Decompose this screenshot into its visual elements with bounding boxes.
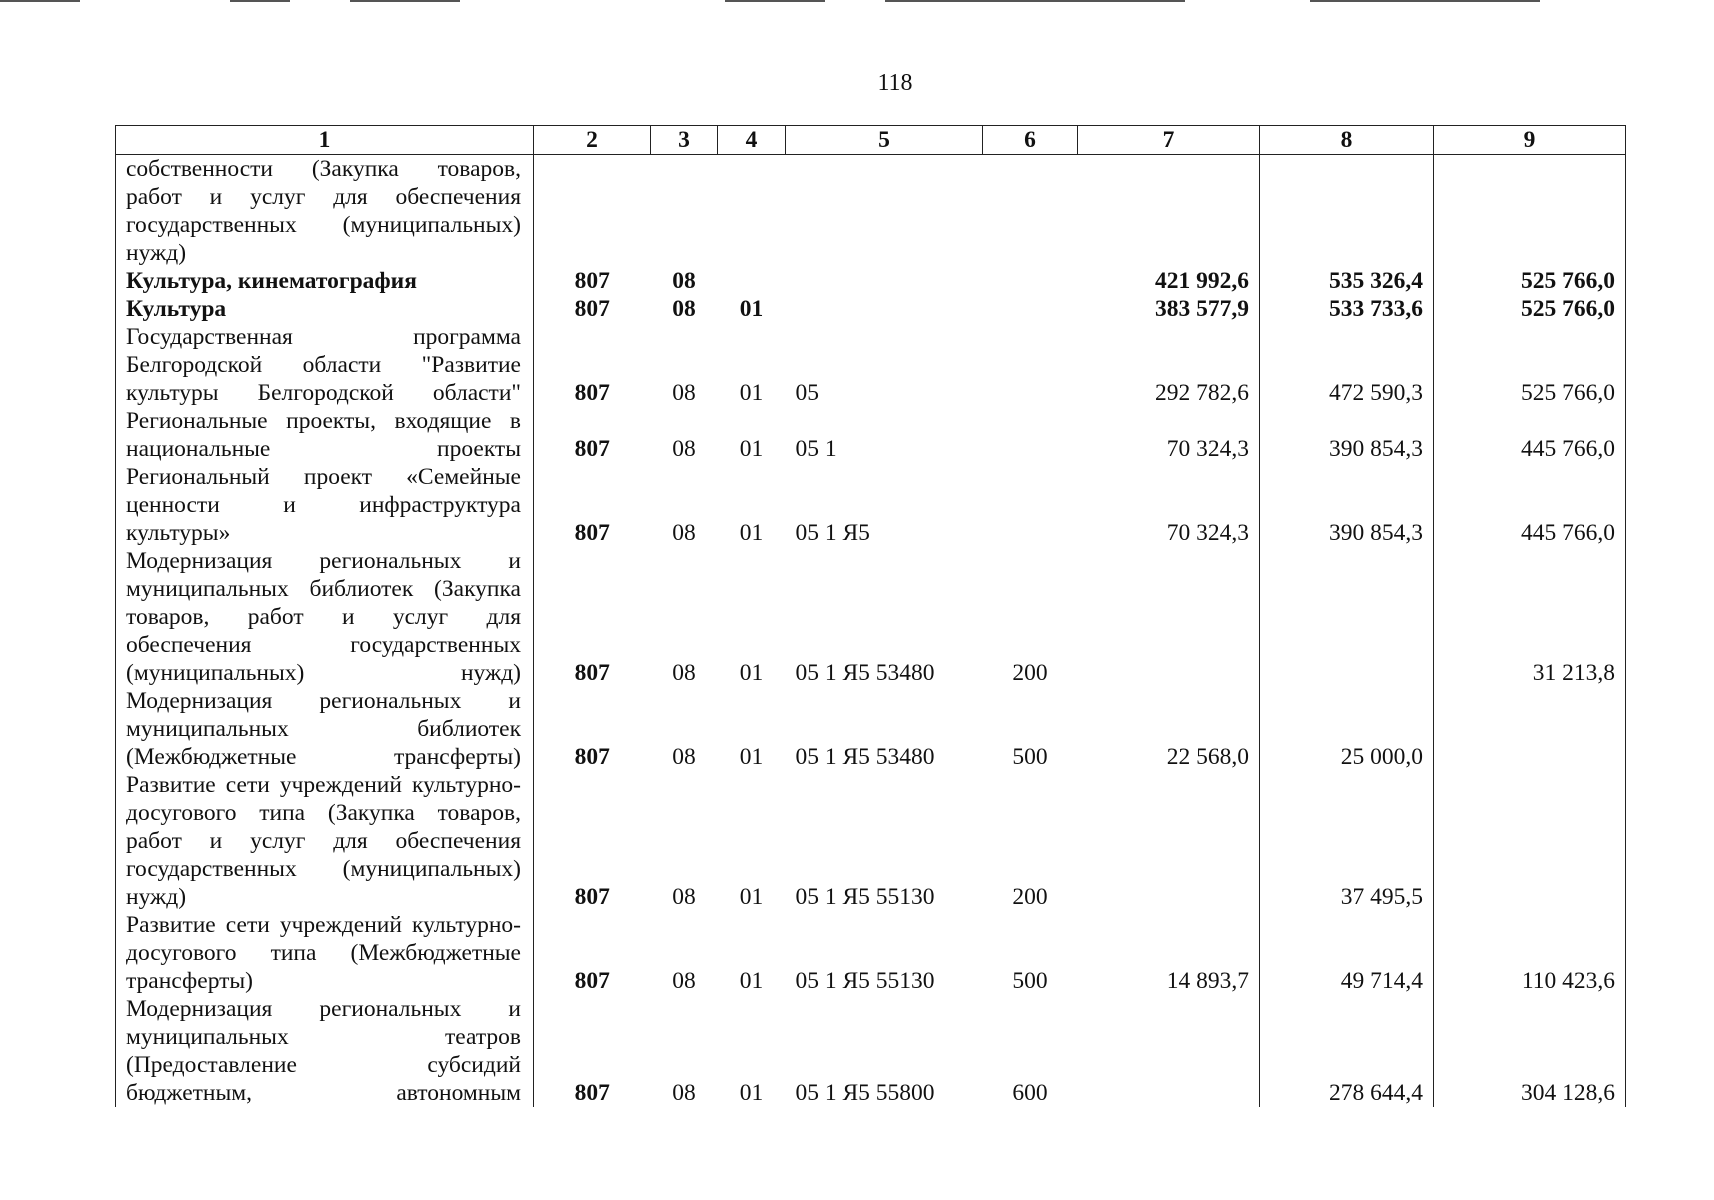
row-label-line: Государственная программа [126,324,521,350]
row-label-line: (Предоставление субсидий [126,1052,521,1078]
cell-c7 [1078,771,1260,911]
row-label [116,295,534,323]
row-label-line: собственности (Закупка товаров, [126,156,521,182]
row-label [116,407,534,463]
cell-c7 [1078,155,1260,268]
cell-c5 [786,267,983,295]
cell-c3: 08 [672,380,696,406]
cell-c7: 70 324,3 [1078,407,1260,463]
cell-c3: 08 [672,968,696,994]
scan-edge-line [1310,0,1540,2]
cell-c8: 535 326,4 [1260,267,1434,295]
cell-c3: 08 [672,884,696,910]
table-row [116,771,1626,911]
cell-c9: 525 766,0 [1434,323,1626,407]
row-label-line: государственных (муниципальных) [126,856,521,882]
cell-c4: 01 [739,968,764,994]
row-label-line: государственных (муниципальных) [126,212,521,238]
cell-c9: 31 213,8 [1434,547,1626,687]
scan-edge-line [230,0,290,2]
cell-c9: 304 128,6 [1434,995,1626,1107]
cell-c2: 807 [574,436,610,462]
scan-edge-line [725,0,825,2]
row-label-line: работ и услуг для обеспечения [126,828,521,854]
cell-c7: 292 782,6 [1078,323,1260,407]
table-row [116,547,1626,687]
table-row [116,323,1626,407]
cell-c5: 05 1 Я5 55800 [795,1080,935,1106]
cell-c6 [983,323,1078,407]
cell-c4: 01 [739,380,764,406]
cell-c6 [983,155,1078,268]
cell-c6 [983,267,1078,295]
cell-c2: 807 [574,660,610,686]
cell-c9 [1434,687,1626,771]
cell-c2: 807 [574,968,610,994]
table-body [116,155,1626,1108]
row-label-line: бюджетным, автономным [126,1080,521,1106]
cell-c8: 390 854,3 [1260,407,1434,463]
cell-c4: 01 [739,296,764,322]
table-row [116,995,1626,1107]
cell-c9: 525 766,0 [1434,295,1626,323]
cell-c9: 445 766,0 [1434,463,1626,547]
row-label-line: Белгородской области "Развитие [126,352,521,378]
cell-c8: 25 000,0 [1260,687,1434,771]
cell-c9 [1434,155,1626,268]
row-label [116,463,534,547]
row-label-line: Модернизация региональных и [126,688,521,714]
cell-c8: 278 644,4 [1260,995,1434,1107]
cell-c7: 70 324,3 [1078,463,1260,547]
cell-c2: 807 [574,884,610,910]
row-label-line: муниципальных библиотек [126,716,521,742]
row-label-line: культуры» [126,520,231,546]
row-label-line: трансферты) [126,968,254,994]
column-header: 6 [983,126,1078,155]
cell-c3: 08 [672,660,696,686]
table-row [116,407,1626,463]
cell-c5 [786,295,983,323]
cell-c7 [1078,547,1260,687]
cell-c3 [651,155,718,268]
cell-c7: 14 893,7 [1078,911,1260,995]
cell-c9: 525 766,0 [1434,267,1626,295]
cell-c7: 383 577,9 [1078,295,1260,323]
row-label-line: культуры Белгородской области" [126,380,521,406]
cell-c4: 01 [739,744,764,770]
cell-c4 [718,155,786,268]
cell-c6: 200 [1012,884,1048,910]
column-header: 2 [534,126,651,155]
cell-c7: 22 568,0 [1078,687,1260,771]
row-label-line: работ и услуг для обеспечения [126,184,521,210]
row-label [116,155,534,268]
cell-c5: 05 1 Я5 [795,520,870,546]
cell-c6 [983,407,1078,463]
cell-c2: 807 [574,520,610,546]
row-label-line: Развитие сети учреждений культурно- [126,772,521,798]
scan-edge-line [350,0,460,2]
cell-c2: 807 [574,268,610,294]
cell-c3: 08 [672,1080,696,1106]
cell-c4: 01 [739,660,764,686]
cell-c2: 807 [574,744,610,770]
row-label-line: национальные проекты [126,436,521,462]
cell-c3: 08 [672,436,696,462]
cell-c8 [1260,155,1434,268]
row-label [116,323,534,407]
cell-c7 [1078,995,1260,1107]
cell-c5: 05 1 Я5 55130 [795,968,935,994]
row-label [116,911,534,995]
row-label-line: (Межбюджетные трансферты) [126,744,521,770]
row-label-line: нужд) [126,884,187,910]
cell-c4: 01 [739,884,764,910]
page-number: 118 [877,70,913,96]
table-row [116,267,1626,295]
row-label-line: Региональные проекты, входящие в [126,408,521,434]
row-label-line: Модернизация региональных и [126,996,521,1022]
row-label [116,267,534,295]
cell-c8: 390 854,3 [1260,463,1434,547]
cell-c8: 472 590,3 [1260,323,1434,407]
row-label-line: Культура, кинематография [126,268,417,294]
cell-c6: 200 [1012,660,1048,686]
row-label [116,995,534,1107]
cell-c6: 500 [1012,968,1048,994]
row-label [116,771,534,911]
row-label-line: досугового типа (Закупка товаров, [126,800,521,826]
cell-c4: 01 [739,436,764,462]
row-label-line: обеспечения государственных [126,632,521,658]
scan-edge-line [885,0,1185,2]
cell-c9: 445 766,0 [1434,407,1626,463]
cell-c3: 08 [672,744,696,770]
cell-c2: 807 [574,296,610,322]
column-header: 8 [1260,126,1434,155]
cell-c5: 05 1 Я5 53480 [795,744,935,770]
row-label-line: товаров, работ и услуг для [126,604,521,630]
scan-edge-line [0,0,80,2]
cell-c5: 05 1 [795,436,837,462]
header-row [116,126,1626,155]
column-header: 7 [1078,126,1260,155]
row-label-line: Региональный проект «Семейные [126,464,521,490]
row-label-line: (муниципальных) нужд) [126,660,521,686]
cell-c6 [983,295,1078,323]
table-row [116,295,1626,323]
row-label [116,687,534,771]
cell-c3: 08 [672,296,696,322]
row-label-line: муниципальных библиотек (Закупка [126,576,521,602]
cell-c7: 421 992,6 [1078,267,1260,295]
cell-c9: 110 423,6 [1434,911,1626,995]
cell-c5: 05 1 Я5 53480 [795,660,935,686]
cell-c3: 08 [672,520,696,546]
column-header: 1 [116,126,534,155]
column-header: 4 [718,126,786,155]
table-row [116,155,1626,268]
cell-c8 [1260,547,1434,687]
cell-c6: 500 [1012,744,1048,770]
cell-c2: 807 [574,1080,610,1106]
row-label-line: Культура [126,296,227,322]
cell-c4: 01 [739,520,764,546]
cell-c9 [1434,771,1626,911]
cell-c2 [534,155,651,268]
cell-c4 [718,267,786,295]
row-label [116,547,534,687]
cell-c8: 533 733,6 [1260,295,1434,323]
row-label-line: Модернизация региональных и [126,548,521,574]
table-row [116,463,1626,547]
cell-c5: 05 1 Я5 55130 [795,884,935,910]
row-label-line: нужд) [126,240,187,266]
row-label-line: ценности и инфраструктура [126,492,521,518]
cell-c5: 05 [795,380,819,406]
row-label-line: муниципальных театров [126,1024,521,1050]
column-header: 5 [786,126,983,155]
cell-c4: 01 [739,1080,764,1106]
cell-c6 [983,463,1078,547]
cell-c8: 49 714,4 [1260,911,1434,995]
cell-c8: 37 495,5 [1260,771,1434,911]
cell-c5 [786,155,983,268]
column-header: 3 [651,126,718,155]
table-row [116,911,1626,995]
row-label-line: досугового типа (Межбюджетные [126,940,521,966]
budget-table [115,125,1626,1107]
row-label-line: Развитие сети учреждений культурно- [126,912,521,938]
cell-c6: 600 [1012,1080,1048,1106]
cell-c3: 08 [672,268,696,294]
cell-c2: 807 [574,380,610,406]
table-row [116,687,1626,771]
column-header: 9 [1434,126,1626,155]
